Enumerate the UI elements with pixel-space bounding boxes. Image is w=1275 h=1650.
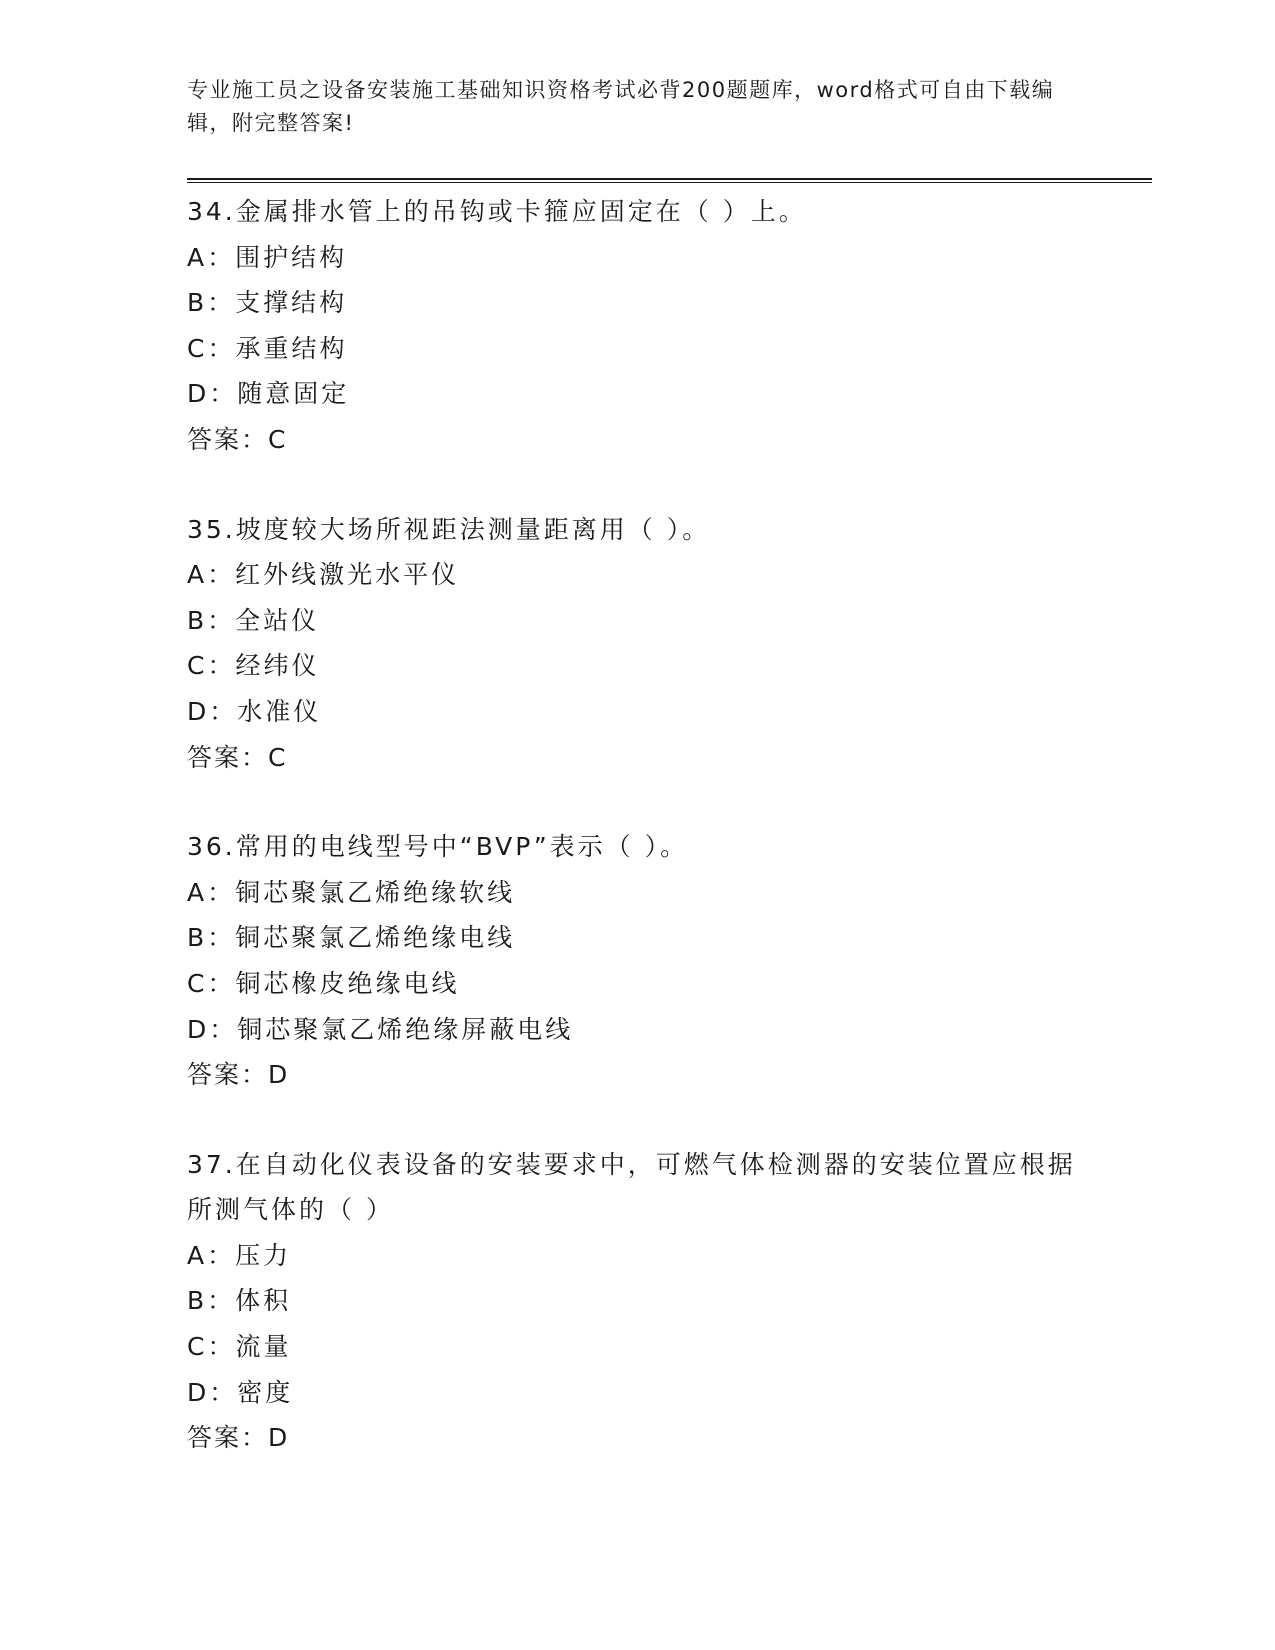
question-35 <box>187 507 1087 781</box>
option-a: A：铜芯聚氯乙烯绝缘软线 <box>187 877 516 907</box>
question-stem: 37.在自动化仪表设备的安装要求中，可燃气体检测器的安装位置应根据所测气体的（ ） <box>187 1149 1076 1225</box>
header-divider <box>187 178 1152 180</box>
option-c: C：经纬仪 <box>187 651 320 681</box>
answer: 答案：C <box>187 742 288 772</box>
option-b: B：全站仪 <box>187 605 320 635</box>
answer: 答案：D <box>187 1060 290 1090</box>
option-c: C：承重结构 <box>187 333 348 363</box>
option-b: B：体积 <box>187 1286 292 1316</box>
question-list <box>187 189 1087 1505</box>
option-d: D：水准仪 <box>187 696 322 726</box>
question-37 <box>187 1142 1087 1461</box>
option-b: B：支撑结构 <box>187 288 348 318</box>
option-d: D：密度 <box>187 1377 294 1407</box>
option-b: B：铜芯聚氯乙烯绝缘电线 <box>187 923 516 953</box>
answer: 答案：D <box>187 1423 290 1453</box>
question-stem: 34.金属排水管上的吊钩或卡箍应固定在（ ）上。 <box>187 197 807 226</box>
question-36 <box>187 824 1087 1098</box>
document-header: 专业施工员之设备安装施工基础知识资格考试必背200题题库，word格式可自由下载编辑，附完整答案! <box>187 78 1055 135</box>
header-divider-thin <box>187 182 1152 183</box>
option-a: A：压力 <box>187 1240 292 1270</box>
question-stem: 35.坡度较大场所视距法测量距离用（ ）。 <box>187 514 711 544</box>
option-d: D：随意固定 <box>187 379 350 409</box>
answer: 答案：C <box>187 424 288 454</box>
option-a: A：红外线激光水平仪 <box>187 560 460 590</box>
option-c: C：流量 <box>187 1332 292 1362</box>
question-stem: 36.常用的电线型号中“BVP”表示（ ）。 <box>187 832 689 862</box>
question-34 <box>187 189 1087 463</box>
option-c: C：铜芯橡皮绝缘电线 <box>187 968 460 998</box>
option-d: D：铜芯聚氯乙烯绝缘屏蔽电线 <box>187 1014 574 1044</box>
option-a: A：围护结构 <box>187 242 348 272</box>
